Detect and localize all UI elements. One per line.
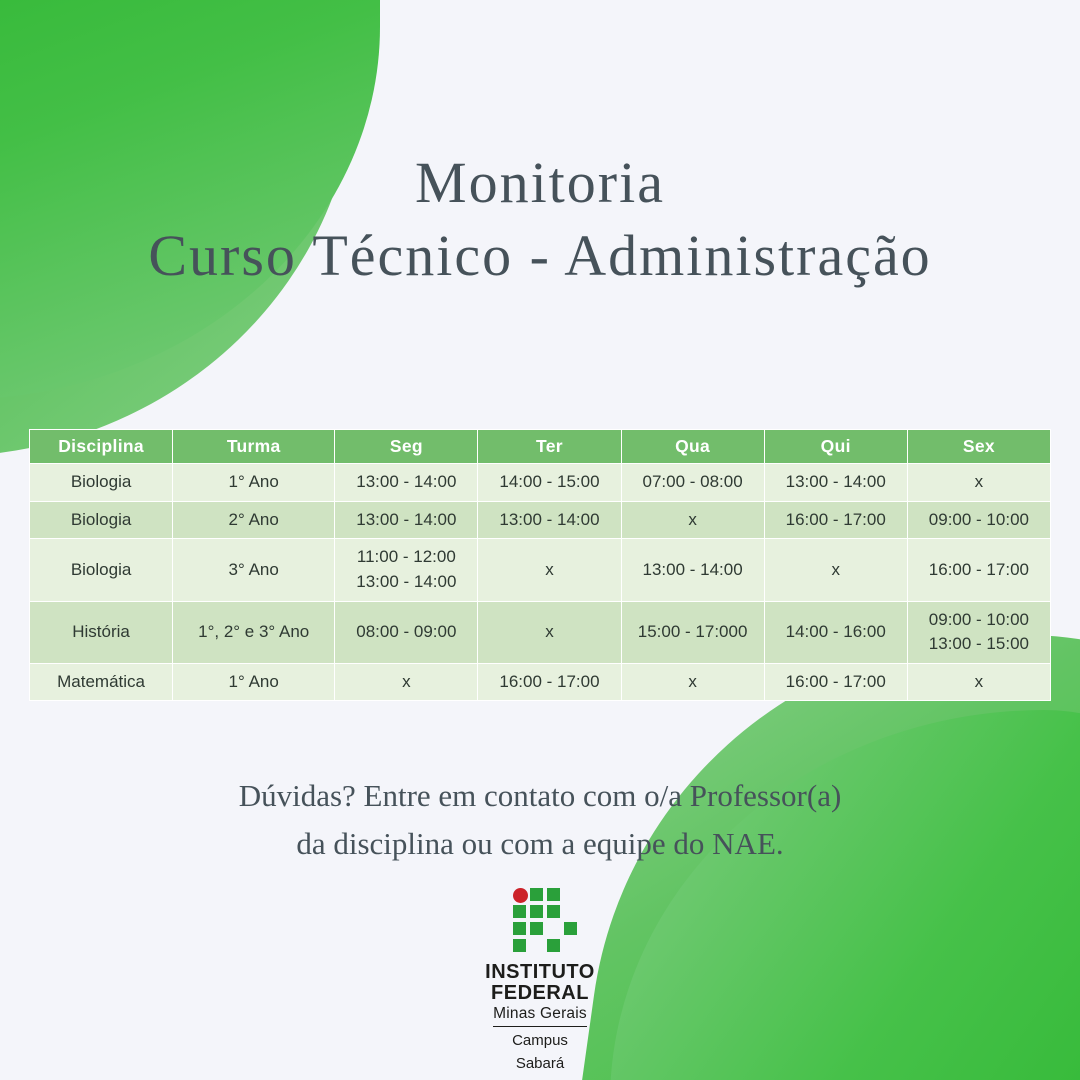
logo-square [513, 922, 526, 935]
cell-ter: 14:00 - 15:00 [478, 464, 621, 502]
table-body [30, 464, 1051, 701]
cell-turma: 1° Ano [173, 663, 335, 701]
table-row [30, 539, 1051, 601]
column-header-sex: Sex [907, 430, 1050, 464]
cell-seg-line-2: 13:00 - 14:00 [356, 571, 457, 591]
table-row [30, 663, 1051, 701]
cell-sex: x [907, 663, 1050, 701]
logo-red-dot [513, 888, 528, 903]
cell-disciplina: Matemática [30, 663, 173, 701]
cell-seg: x [335, 663, 478, 701]
cell-sex [907, 601, 1050, 663]
logo-state: Minas Gerais [493, 1005, 587, 1027]
cell-qui: x [764, 539, 907, 601]
cell-disciplina: História [30, 601, 173, 663]
table-header [30, 430, 1051, 464]
cell-sex: 16:00 - 17:00 [907, 539, 1050, 601]
cell-turma: 1°, 2° e 3° Ano [173, 601, 335, 663]
cell-qua: x [621, 501, 764, 539]
logo-square [564, 922, 577, 935]
cell-qui: 14:00 - 16:00 [764, 601, 907, 663]
cell-seg: 13:00 - 14:00 [335, 501, 478, 539]
cell-seg-line-1: 11:00 - 12:00 [356, 547, 456, 567]
cell-sex-line-1: 09:00 - 10:00 [928, 609, 1029, 629]
contact-note [0, 772, 1080, 868]
institutional-logo [0, 888, 1080, 1073]
if-logo-icon [500, 888, 580, 954]
title-line-1: Monitoria [415, 150, 665, 215]
logo-campus-label: Campus [512, 1032, 568, 1050]
logo-wordmark [0, 962, 1080, 1073]
schedule-table-container [29, 429, 1051, 701]
logo-square [513, 905, 526, 918]
table-header-row [30, 430, 1051, 464]
cell-disciplina: Biologia [30, 539, 173, 601]
cell-seg: 13:00 - 14:00 [335, 464, 478, 502]
cell-turma: 1° Ano [173, 464, 335, 502]
logo-square [547, 888, 560, 901]
logo-square [530, 888, 543, 901]
column-header-qui: Qui [764, 430, 907, 464]
logo-campus-name: Sabará [515, 1055, 565, 1073]
cell-sex-line-2: 13:00 - 15:00 [928, 634, 1029, 654]
cell-qua: 13:00 - 14:00 [621, 539, 764, 601]
column-header-turma: Turma [173, 430, 335, 464]
cell-sex: 09:00 - 10:00 [907, 501, 1050, 539]
cell-ter: x [478, 539, 621, 601]
table-row [30, 464, 1051, 502]
cell-seg [335, 539, 478, 601]
logo-instituto: INSTITUTO [485, 961, 595, 983]
cell-ter: 16:00 - 17:00 [478, 663, 621, 701]
cell-qui: 13:00 - 14:00 [764, 464, 907, 502]
title-line-2: Curso Técnico - Administração [148, 222, 932, 288]
schedule-table [29, 429, 1051, 701]
table-row [30, 501, 1051, 539]
cell-turma: 2° Ano [173, 501, 335, 539]
cell-disciplina: Biologia [30, 464, 173, 502]
logo-square [530, 905, 543, 918]
logo-square [530, 922, 543, 935]
logo-square [547, 905, 560, 918]
cell-turma: 3° Ano [173, 539, 335, 601]
column-header-qua: Qua [621, 430, 764, 464]
cell-qua: x [621, 663, 764, 701]
contact-note-line-2: da disciplina ou com a equipe do NAE. [296, 826, 784, 862]
column-header-disciplina: Disciplina [30, 430, 173, 464]
cell-qua: 15:00 - 17:000 [621, 601, 764, 663]
cell-qui: 16:00 - 17:00 [764, 663, 907, 701]
table-row [30, 601, 1051, 663]
cell-ter: x [478, 601, 621, 663]
column-header-ter: Ter [478, 430, 621, 464]
cell-seg: 08:00 - 09:00 [335, 601, 478, 663]
contact-note-line-1: Dúvidas? Entre em contato com o/a Professor(a) [238, 778, 842, 813]
cell-ter: 13:00 - 14:00 [478, 501, 621, 539]
cell-qua: 07:00 - 08:00 [621, 464, 764, 502]
logo-square [547, 939, 560, 952]
column-header-seg: Seg [335, 430, 478, 464]
logo-federal: FEDERAL [491, 982, 589, 1005]
cell-sex: x [907, 464, 1050, 502]
cell-qui: 16:00 - 17:00 [764, 501, 907, 539]
logo-square [513, 939, 526, 952]
page-title [0, 150, 1080, 295]
cell-disciplina: Biologia [30, 501, 173, 539]
